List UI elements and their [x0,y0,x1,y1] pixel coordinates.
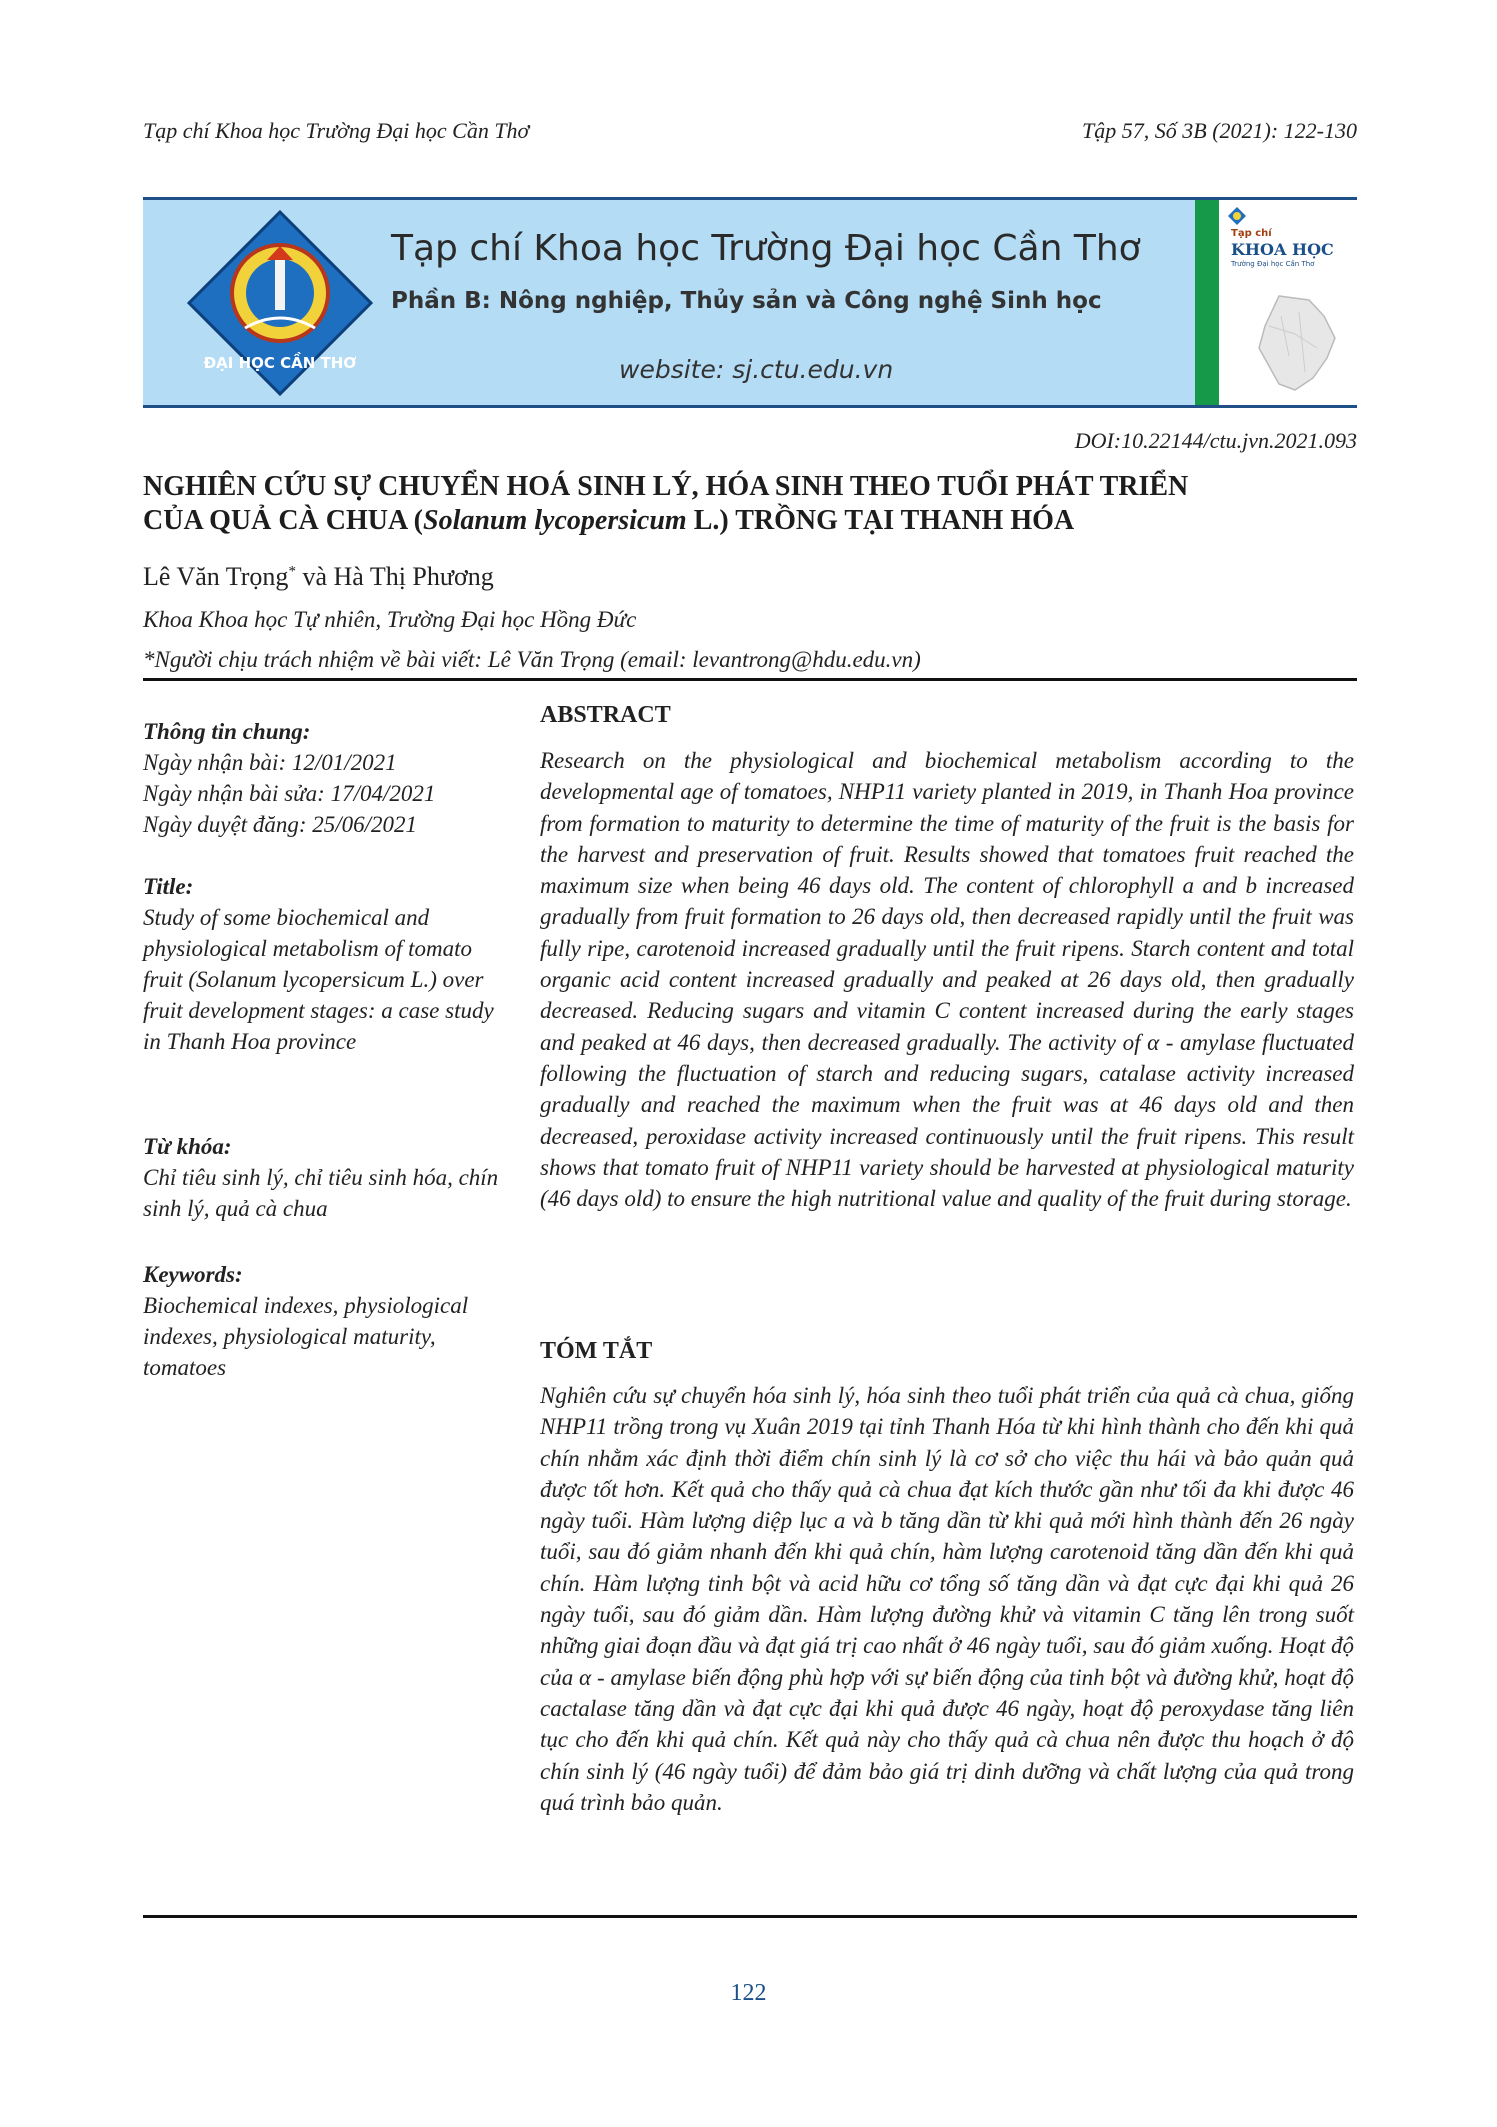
divider-bottom [143,1915,1357,1918]
received-date: Ngày nhận bài: 12/01/2021 [143,750,397,775]
vn-keywords-block [143,1131,503,1224]
journal-cover-thumbnail [1195,200,1357,405]
divider-top [143,678,1357,681]
cover-green-strip [1195,200,1219,405]
article-title [143,470,1363,538]
en-keywords-heading: Keywords: [143,1262,243,1287]
species-name: Solanum lycopersicum [423,505,687,536]
banner-title: Tạp chí Khoa học Trường Đại học Cần Thơ [391,228,1141,269]
page-number: 122 [730,1980,767,2006]
cover-logo-icon [1227,206,1247,226]
revised-date: Ngày nhận bài sửa: 17/04/2021 [143,781,436,806]
cover-label-small: Tạp chí [1231,228,1272,239]
affiliation: Khoa Khoa học Tự nhiên, Trường Đại học Hồng Đức [143,607,637,632]
english-title-text: Study of some biochemical and physiological metabolism of tomato fruit (Solanum lycopersicum L.) over fruit development stages: a case study in Thanh Hoa province [143,905,494,1054]
journal-banner [143,197,1357,408]
title-line-1: NGHIÊN CỨU SỰ CHUYỂN HOÁ SINH LÝ, HÓA SINH THEO TUỔI PHÁT TRIỂN [143,471,1189,502]
authors [143,562,494,592]
en-keywords-text: Biochemical indexes, physiological indexes, physiological maturity, tomatoes [143,1293,469,1380]
english-title-heading: Title: [143,874,194,899]
cover-label-university: Trường Đại học Cần Thơ [1231,260,1315,268]
en-keywords-block [143,1259,503,1383]
abstract-heading: ABSTRACT [540,702,671,728]
article-info [143,716,503,840]
info-heading: Thông tin chung: [143,719,311,744]
english-title-block [143,871,503,1057]
running-head-journal: Tạp chí Khoa học Trường Đại học Cần Thơ [143,118,530,143]
vn-keywords-text: Chỉ tiêu sinh lý, chỉ tiêu sinh hóa, chín sinh lý, quả cà chua [143,1165,499,1221]
banner-subtitle: Phần B: Nông nghiệp, Thủy sản và Công nghệ Sinh học [391,288,1102,314]
abstract-text: Research on the physiological and biochemical metabolism according to the developmental age of tomatoes, NHP11 variety planted in 2019, in Thanh Hoa province from formation to maturity to determine the time of maturity of the fruit is the basis for the harvest and preservation of fruit. Results showed that tomatoes fruit reached the maximum size when being 46 days old. The content of chlorophyll a and b increased gradually from fruit formation to 26 days old, then decreased rapidly until the fruit was fully ripe, carotenoid increased gradually until the fruit ripens. Starch content and total organic acid content increased gradually and peaked at 26 days old, then gradually decreased. Reducing sugars and vitamin C content increased during the early stages and peaked at 46 days, then decreased gradually. The activity of α - amylase fluctuated following the fluctuation of starch and reducing sugars, catalase activity increased gradually and reached the maximum when the fruit was at 46 days old and then decreased, peroxidase activity increased continuously until the fruit ripens. This result shows that tomato fruit of NHP11 variety should be harvested at physiological maturity (46 days old) to ensure the high nutritional value and quality of the fruit during storage. [540,748,1354,1212]
vn-keywords-heading: Từ khóa: [143,1134,232,1159]
author-1: Lê Văn Trọng [143,562,289,591]
cover-label-main: KHOA HỌC [1231,240,1334,259]
accepted-date: Ngày duyệt đăng: 25/06/2021 [143,812,418,837]
banner-website: website: sj.ctu.edu.vn [619,355,894,384]
author-2: và Hà Thị Phương [295,562,494,591]
running-head-volume: Tập 57, Số 3B (2021): 122-130 [1082,118,1357,143]
title-line-2: CỦA QUẢ CÀ CHUA (Solanum lycopersicum L.) TRỒNG TẠI THANH HÓA [143,505,1075,536]
cover-map-icon [1239,286,1349,396]
logo-lettering: ĐẠI HỌC CẦN THƠ [203,354,357,372]
tomtat-text: Nghiên cứu sự chuyển hóa sinh lý, hóa sinh theo tuổi phát triển của quả cà chua, giống NHP11 trồng trong vụ Xuân 2019 tại tỉnh Thanh Hóa từ khi hình thành cho đến khi quả chín nhằm xác định thời điểm chín sinh lý là cơ sở cho việc thu hái và bảo quản quả được tốt hơn. Kết quả cho thấy quả cà chua đạt kích thước gần như tối đa khi được 46 ngày tuổi. Hàm lượng diệp lục a và b tăng dần từ khi quả mới hình thành đến 26 ngày tuổi, sau đó giảm nhanh đến khi quả chín, hàm lượng carotenoid tăng dần đến khi quả chín. Hàm lượng tinh bột và acid hữu cơ tổng số tăng dần và đạt cực đại khi quả 26 ngày tuổi, sau đó giảm dần. Hàm lượng đường khử và vitamin C tăng lên trong suốt những giai đoạn đầu và đạt giá trị cao nhất ở 46 ngày tuổi, sau đó giảm xuống. Hoạt độ của α - amylase biến động phù hợp với sự biến động của tinh bột và đường khử, hoạt độ cactalase tăng dần và đạt cực đại khi quả được 46 ngày, hoạt độ peroxydase tăng liên tục cho đến khi quả chín. Kết quả này cho thấy quả cà chua nên được thu hoạch ở độ chín sinh lý (46 ngày tuổi) để đảm bảo giá trị dinh dưỡng và chất lượng của quả trong quá trình bảo quản. [540,1383,1354,1815]
corresponding-mark: * [288,563,296,580]
university-logo-icon [185,208,375,398]
doi: DOI:10.22144/ctu.jvn.2021.093 [1074,428,1357,453]
correspondence: *Người chịu trách nhiệm về bài viết: Lê Văn Trọng (email: levantrong@hdu.edu.vn) [143,647,921,672]
tomtat-heading: TÓM TẮT [540,1338,653,1364]
